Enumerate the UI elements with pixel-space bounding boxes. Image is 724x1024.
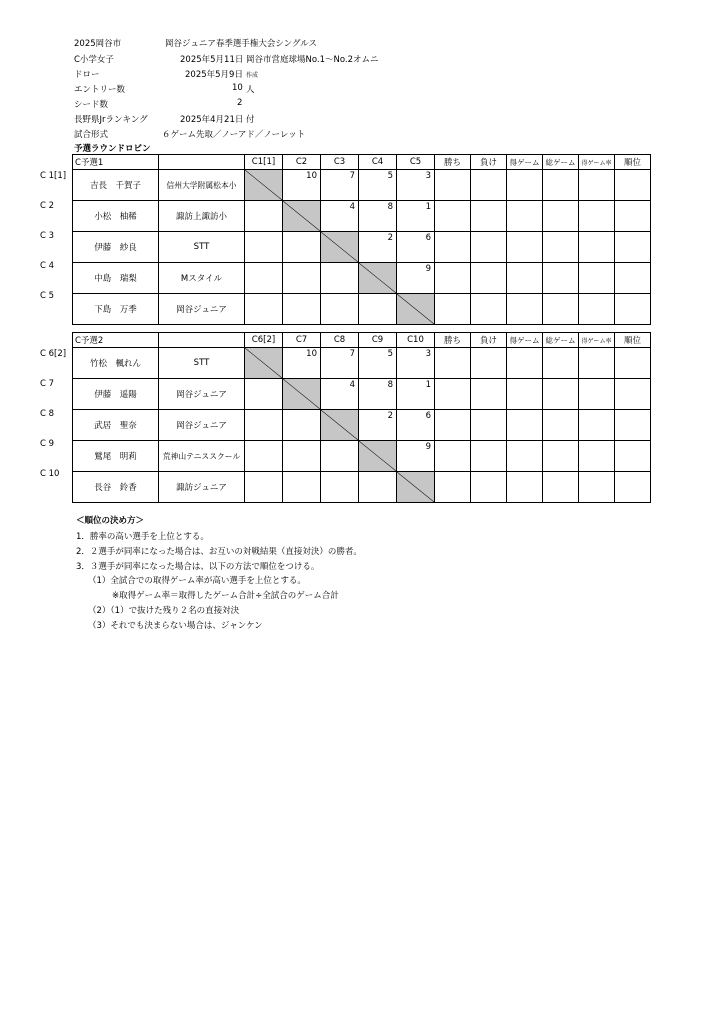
tournament-title: 岡谷ジュニア春季選手権大会シングルス	[165, 39, 317, 49]
stat-cell	[579, 441, 615, 472]
opponent-column-header: C6[2]	[245, 333, 283, 348]
opponent-column-header: C4	[359, 155, 397, 170]
stat-cell	[507, 201, 543, 232]
score-cell: 6	[397, 410, 435, 441]
rule-line-2: 2．２選手が同率になった場合は、お互いの対戦結果（直接対決）の勝者。	[76, 547, 362, 557]
stat-column-header: 順位	[615, 333, 651, 348]
header-city: 2025岡谷市	[74, 39, 122, 49]
rule-line-1: 1．勝率の高い選手を上位とする。	[76, 532, 209, 542]
stat-cell	[615, 441, 651, 472]
score-cell	[245, 294, 283, 325]
player-row	[73, 170, 651, 201]
score-cell: 2	[359, 410, 397, 441]
score-cell	[283, 294, 321, 325]
group-table-2	[72, 332, 651, 503]
player-club: Mスタイル	[159, 263, 245, 294]
stat-cell	[507, 263, 543, 294]
seed-label: C 4	[40, 261, 55, 271]
stat-cell	[471, 410, 507, 441]
stat-cell	[435, 232, 471, 263]
diagonal-line	[245, 170, 282, 200]
self-match-cell	[283, 379, 321, 410]
score-cell: 5	[359, 348, 397, 379]
stat-cell	[435, 472, 471, 503]
score-cell: 9	[397, 263, 435, 294]
opponent-column-header: C5	[397, 155, 435, 170]
stat-column-header: 負け	[471, 333, 507, 348]
group-name: C予選1	[73, 155, 159, 170]
stat-cell	[471, 263, 507, 294]
stat-cell	[435, 410, 471, 441]
stat-cell	[507, 472, 543, 503]
score-cell: 10	[283, 348, 321, 379]
seeds-value: 2	[237, 98, 243, 108]
player-club: STT	[159, 232, 245, 263]
stat-cell	[615, 170, 651, 201]
self-match-cell	[397, 294, 435, 325]
diagonal-line	[359, 441, 396, 471]
stat-cell	[507, 379, 543, 410]
stat-cell	[507, 232, 543, 263]
player-name: 小松 柚稀	[73, 201, 159, 232]
stat-cell	[507, 441, 543, 472]
stat-cell	[579, 294, 615, 325]
score-cell	[245, 379, 283, 410]
club-header-blank	[159, 333, 245, 348]
player-name: 吉長 千賀子	[73, 170, 159, 201]
stat-cell	[543, 263, 579, 294]
stat-cell	[507, 170, 543, 201]
stat-column-header: 得ゲーム	[507, 333, 543, 348]
format-value: ６ゲーム先取／ノーアド／ノーレット	[162, 130, 306, 140]
ranking-label: 長野県Jrランキング	[74, 115, 148, 125]
rule-line-3: 3．３選手が同率になった場合は、以下の方法で順位をつける。	[76, 562, 320, 572]
score-cell: 8	[359, 201, 397, 232]
player-name: 武居 聖奈	[73, 410, 159, 441]
stat-cell	[435, 441, 471, 472]
rule-line-3-1: （1）全試合での取得ゲーム率が高い選手を上位とする。	[88, 576, 306, 586]
stat-cell	[543, 379, 579, 410]
stat-column-header: 負け	[471, 155, 507, 170]
player-row	[73, 232, 651, 263]
stat-cell	[615, 294, 651, 325]
stat-cell	[615, 410, 651, 441]
score-cell: 2	[359, 232, 397, 263]
score-cell	[245, 472, 283, 503]
stat-cell	[471, 379, 507, 410]
score-cell	[245, 263, 283, 294]
score-cell	[283, 441, 321, 472]
rule-line-3-2: （2）（1）で抜けた残り２名の直接対決	[88, 606, 240, 616]
player-row	[73, 441, 651, 472]
format-label: 試合形式	[74, 130, 109, 140]
group-header-row	[73, 333, 651, 348]
player-name: 竹松 楓れん	[73, 348, 159, 379]
stat-cell	[579, 232, 615, 263]
score-cell: 6	[397, 232, 435, 263]
self-match-cell	[359, 263, 397, 294]
stat-cell	[435, 263, 471, 294]
seed-label: C 10	[40, 469, 60, 479]
stat-cell	[579, 472, 615, 503]
diagonal-line	[245, 348, 282, 378]
diagonal-line	[283, 379, 320, 409]
stat-cell	[471, 294, 507, 325]
stat-cell	[471, 472, 507, 503]
seed-label: C 5	[40, 291, 55, 301]
entries-unit: 人	[246, 85, 255, 95]
match-date: 2025年5月11日	[180, 55, 244, 65]
stat-cell	[435, 379, 471, 410]
score-cell: 10	[283, 170, 321, 201]
stat-cell	[543, 410, 579, 441]
stat-cell	[507, 294, 543, 325]
stat-cell	[507, 410, 543, 441]
stat-cell	[615, 232, 651, 263]
stat-cell	[579, 201, 615, 232]
score-cell: 3	[397, 348, 435, 379]
stat-cell	[507, 348, 543, 379]
opponent-column-header: C8	[321, 333, 359, 348]
self-match-cell	[245, 348, 283, 379]
stat-cell	[615, 348, 651, 379]
section-title: 予選ラウンドロビン	[74, 144, 151, 154]
stat-cell	[543, 441, 579, 472]
stat-column-header: 得ゲーム率	[579, 333, 615, 348]
stat-cell	[435, 170, 471, 201]
seed-label: C 2	[40, 201, 55, 211]
stat-column-header: 得ゲーム率	[579, 155, 615, 170]
diagonal-line	[397, 472, 434, 502]
seeds-label: シード数	[74, 100, 109, 110]
self-match-cell	[283, 201, 321, 232]
rules-title: ＜順位の決め方＞	[76, 516, 145, 526]
stat-cell	[543, 348, 579, 379]
ranking-suffix: 付	[246, 115, 255, 125]
diagonal-line	[321, 410, 358, 440]
player-row	[73, 348, 651, 379]
player-club: 信州大学附属松本小	[159, 170, 245, 201]
draw-label: ドロー	[74, 70, 100, 80]
player-club: 岡谷ジュニア	[159, 294, 245, 325]
score-cell	[283, 263, 321, 294]
score-cell: 3	[397, 170, 435, 201]
seed-label: C 1[1]	[40, 171, 67, 181]
club-header-blank	[159, 155, 245, 170]
entries-value: 10	[232, 83, 243, 93]
score-cell	[283, 232, 321, 263]
diagonal-line	[321, 232, 358, 262]
stat-column-header: 勝ち	[435, 333, 471, 348]
stat-cell	[579, 170, 615, 201]
rule-note: ※取得ゲーム率＝取得したゲーム合計÷全試合のゲーム合計	[112, 591, 339, 601]
score-cell	[359, 294, 397, 325]
score-cell	[283, 410, 321, 441]
stat-cell	[435, 348, 471, 379]
score-cell: 4	[321, 201, 359, 232]
stat-cell	[579, 379, 615, 410]
opponent-column-header: C2	[283, 155, 321, 170]
category-label: C小学女子	[74, 55, 114, 65]
stat-column-header: 順位	[615, 155, 651, 170]
score-cell	[283, 472, 321, 503]
player-name: 伊藤 紗良	[73, 232, 159, 263]
self-match-cell	[397, 472, 435, 503]
stat-cell	[471, 232, 507, 263]
stat-cell	[471, 348, 507, 379]
stat-column-header: 得ゲーム	[507, 155, 543, 170]
stat-column-header: 総ゲーム	[543, 155, 579, 170]
entries-label: エントリー数	[74, 85, 126, 95]
player-club: 岡谷ジュニア	[159, 379, 245, 410]
seed-label: C 8	[40, 409, 55, 419]
score-cell: 1	[397, 379, 435, 410]
group-header-row	[73, 155, 651, 170]
group-table-1	[72, 154, 651, 325]
venue: 岡谷市営庭球場No.1～No.2オムニ	[246, 55, 379, 65]
player-name: 中島 瑞梨	[73, 263, 159, 294]
stat-cell	[579, 410, 615, 441]
player-row	[73, 201, 651, 232]
player-club: 諏訪ジュニア	[159, 472, 245, 503]
player-row	[73, 263, 651, 294]
self-match-cell	[321, 410, 359, 441]
score-cell	[245, 410, 283, 441]
stat-cell	[579, 263, 615, 294]
score-cell	[321, 472, 359, 503]
stat-cell	[615, 472, 651, 503]
diagonal-line	[397, 294, 434, 324]
player-row	[73, 379, 651, 410]
self-match-cell	[245, 170, 283, 201]
seed-label: C 6[2]	[40, 349, 67, 359]
player-club: 荒神山テニススクール	[159, 441, 245, 472]
player-name: 下島 万季	[73, 294, 159, 325]
opponent-column-header: C1[1]	[245, 155, 283, 170]
diagonal-line	[359, 263, 396, 293]
stat-cell	[471, 201, 507, 232]
group-name: C予選2	[73, 333, 159, 348]
player-row	[73, 294, 651, 325]
self-match-cell	[359, 441, 397, 472]
stat-cell	[543, 170, 579, 201]
rule-line-3-3: （3）それでも決まらない場合は、ジャンケン	[88, 621, 263, 631]
opponent-column-header: C10	[397, 333, 435, 348]
stat-column-header: 総ゲーム	[543, 333, 579, 348]
diagonal-line	[283, 201, 320, 231]
score-cell: 1	[397, 201, 435, 232]
score-cell	[245, 441, 283, 472]
score-cell	[321, 441, 359, 472]
player-row	[73, 472, 651, 503]
draw-suffix: 作成	[246, 72, 259, 79]
score-cell: 7	[321, 348, 359, 379]
score-cell: 4	[321, 379, 359, 410]
stat-cell	[543, 201, 579, 232]
player-row	[73, 410, 651, 441]
player-club: 岡谷ジュニア	[159, 410, 245, 441]
score-cell: 8	[359, 379, 397, 410]
stat-cell	[543, 232, 579, 263]
score-cell	[359, 472, 397, 503]
player-name: 伊藤 遥陽	[73, 379, 159, 410]
score-cell	[245, 232, 283, 263]
score-cell	[245, 201, 283, 232]
stat-cell	[471, 441, 507, 472]
opponent-column-header: C3	[321, 155, 359, 170]
stat-cell	[543, 472, 579, 503]
stat-cell	[615, 263, 651, 294]
ranking-date: 2025年4月21日	[180, 115, 244, 125]
score-cell	[321, 263, 359, 294]
stat-cell	[615, 379, 651, 410]
seed-label: C 3	[40, 231, 55, 241]
stat-cell	[471, 170, 507, 201]
stat-column-header: 勝ち	[435, 155, 471, 170]
stat-cell	[615, 201, 651, 232]
stat-cell	[543, 294, 579, 325]
stat-cell	[435, 201, 471, 232]
score-cell: 7	[321, 170, 359, 201]
score-cell: 9	[397, 441, 435, 472]
player-name: 鷲尾 明莉	[73, 441, 159, 472]
score-cell	[321, 294, 359, 325]
player-name: 長谷 鈴香	[73, 472, 159, 503]
opponent-column-header: C7	[283, 333, 321, 348]
stat-cell	[579, 348, 615, 379]
player-club: STT	[159, 348, 245, 379]
player-club: 諏訪上諏訪小	[159, 201, 245, 232]
seed-label: C 7	[40, 379, 55, 389]
self-match-cell	[321, 232, 359, 263]
opponent-column-header: C9	[359, 333, 397, 348]
draw-date: 2025年5月9日	[185, 70, 243, 80]
seed-label: C 9	[40, 439, 55, 449]
score-cell: 5	[359, 170, 397, 201]
stat-cell	[435, 294, 471, 325]
